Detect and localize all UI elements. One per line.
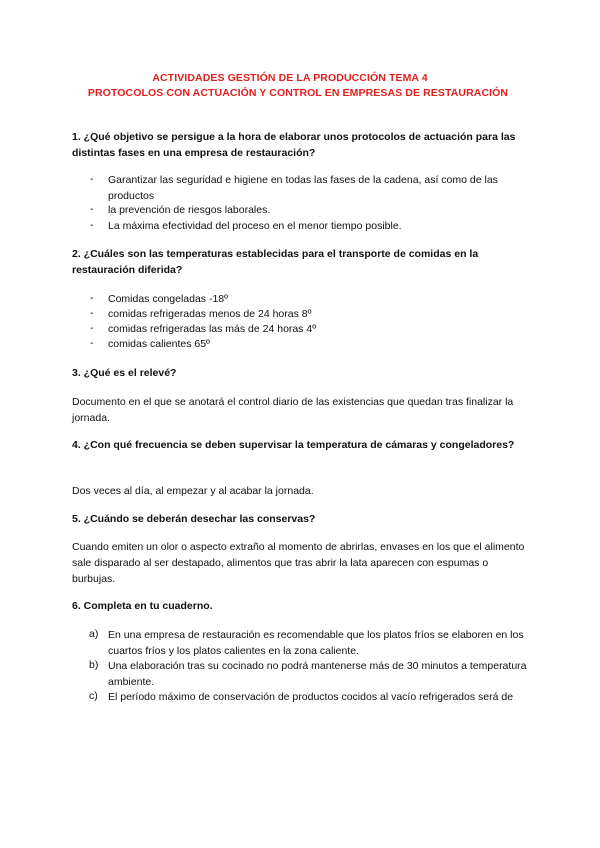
list-item: La máxima efectividad del proceso en el menor tiempo posible. [108, 220, 402, 232]
list-item: comidas refrigeradas menos de 24 horas 8º [108, 308, 312, 320]
list-marker: c) [89, 690, 98, 702]
question-4: 4. ¿Con qué frecuencia se deben supervisar la temperatura de cámaras y congeladores? [72, 439, 515, 451]
list-bullet: - [90, 203, 94, 215]
list-bullet: - [90, 337, 94, 349]
answer-5: Cuando emiten un olor o aspecto extraño al momento de abrirlas, envases en los que el alimento sale disparado al ser destapado, alimentos que tras abrir la lata aparecen con espumas o burbujas. [72, 541, 525, 585]
list-item: comidas calientes 65º [108, 338, 210, 350]
list-marker: a) [89, 628, 99, 640]
list-item: la prevención de riesgos laborales. [108, 204, 271, 216]
answer-4: Dos veces al día, al empezar y al acabar la jornada. [72, 485, 314, 497]
list-item: En una empresa de restauración es recomendable que los platos fríos se elaboren en los cuartos fríos y los platos calientes en la zona caliente. [108, 629, 524, 657]
list-item: Garantizar las seguridad e higiene en todas las fases de la cadena, así como de las productos [108, 174, 498, 202]
list-bullet: - [90, 292, 94, 304]
question-3: 3. ¿Qué es el relevé? [72, 367, 177, 379]
document-subtitle: PROTOCOLOS CON ACTUACIÓN Y CONTROL EN EMPRESAS DE RESTAURACIÓN [87, 87, 509, 99]
list-marker: b) [89, 659, 99, 671]
question-2: 2. ¿Cuáles son las temperaturas establecidas para el transporte de comidas en la restauración diferida? [72, 248, 479, 276]
list-bullet: - [90, 307, 94, 319]
question-5: 5. ¿Cuándo se deberán desechar las conservas? [72, 513, 316, 525]
question-1: 1. ¿Qué objetivo se persigue a la hora de elaborar unos protocolos de actuación para las distintas fases en una empresa de restauración? [72, 131, 516, 159]
list-bullet: - [90, 322, 94, 334]
answer-3: Documento en el que se anotará el control diario de las existencias que quedan tras finalizar la jornada. [72, 396, 514, 424]
question-6: 6. Completa en tu cuaderno. [72, 600, 213, 612]
list-item: Una elaboración tras su cocinado no podrá mantenerse más de 30 minutos a temperatura ambiente. [108, 660, 527, 688]
list-item: comidas refrigeradas las más de 24 horas 4º [108, 323, 317, 335]
list-item: El período máximo de conservación de productos cocidos al vacío refrigerados será de [108, 691, 514, 703]
list-bullet: - [90, 173, 94, 185]
document-title: ACTIVIDADES GESTIÓN DE LA PRODUCCIÓN TEMA 4 [152, 72, 428, 84]
list-item: Comidas congeladas -18º [108, 293, 228, 305]
list-bullet: - [90, 219, 94, 231]
